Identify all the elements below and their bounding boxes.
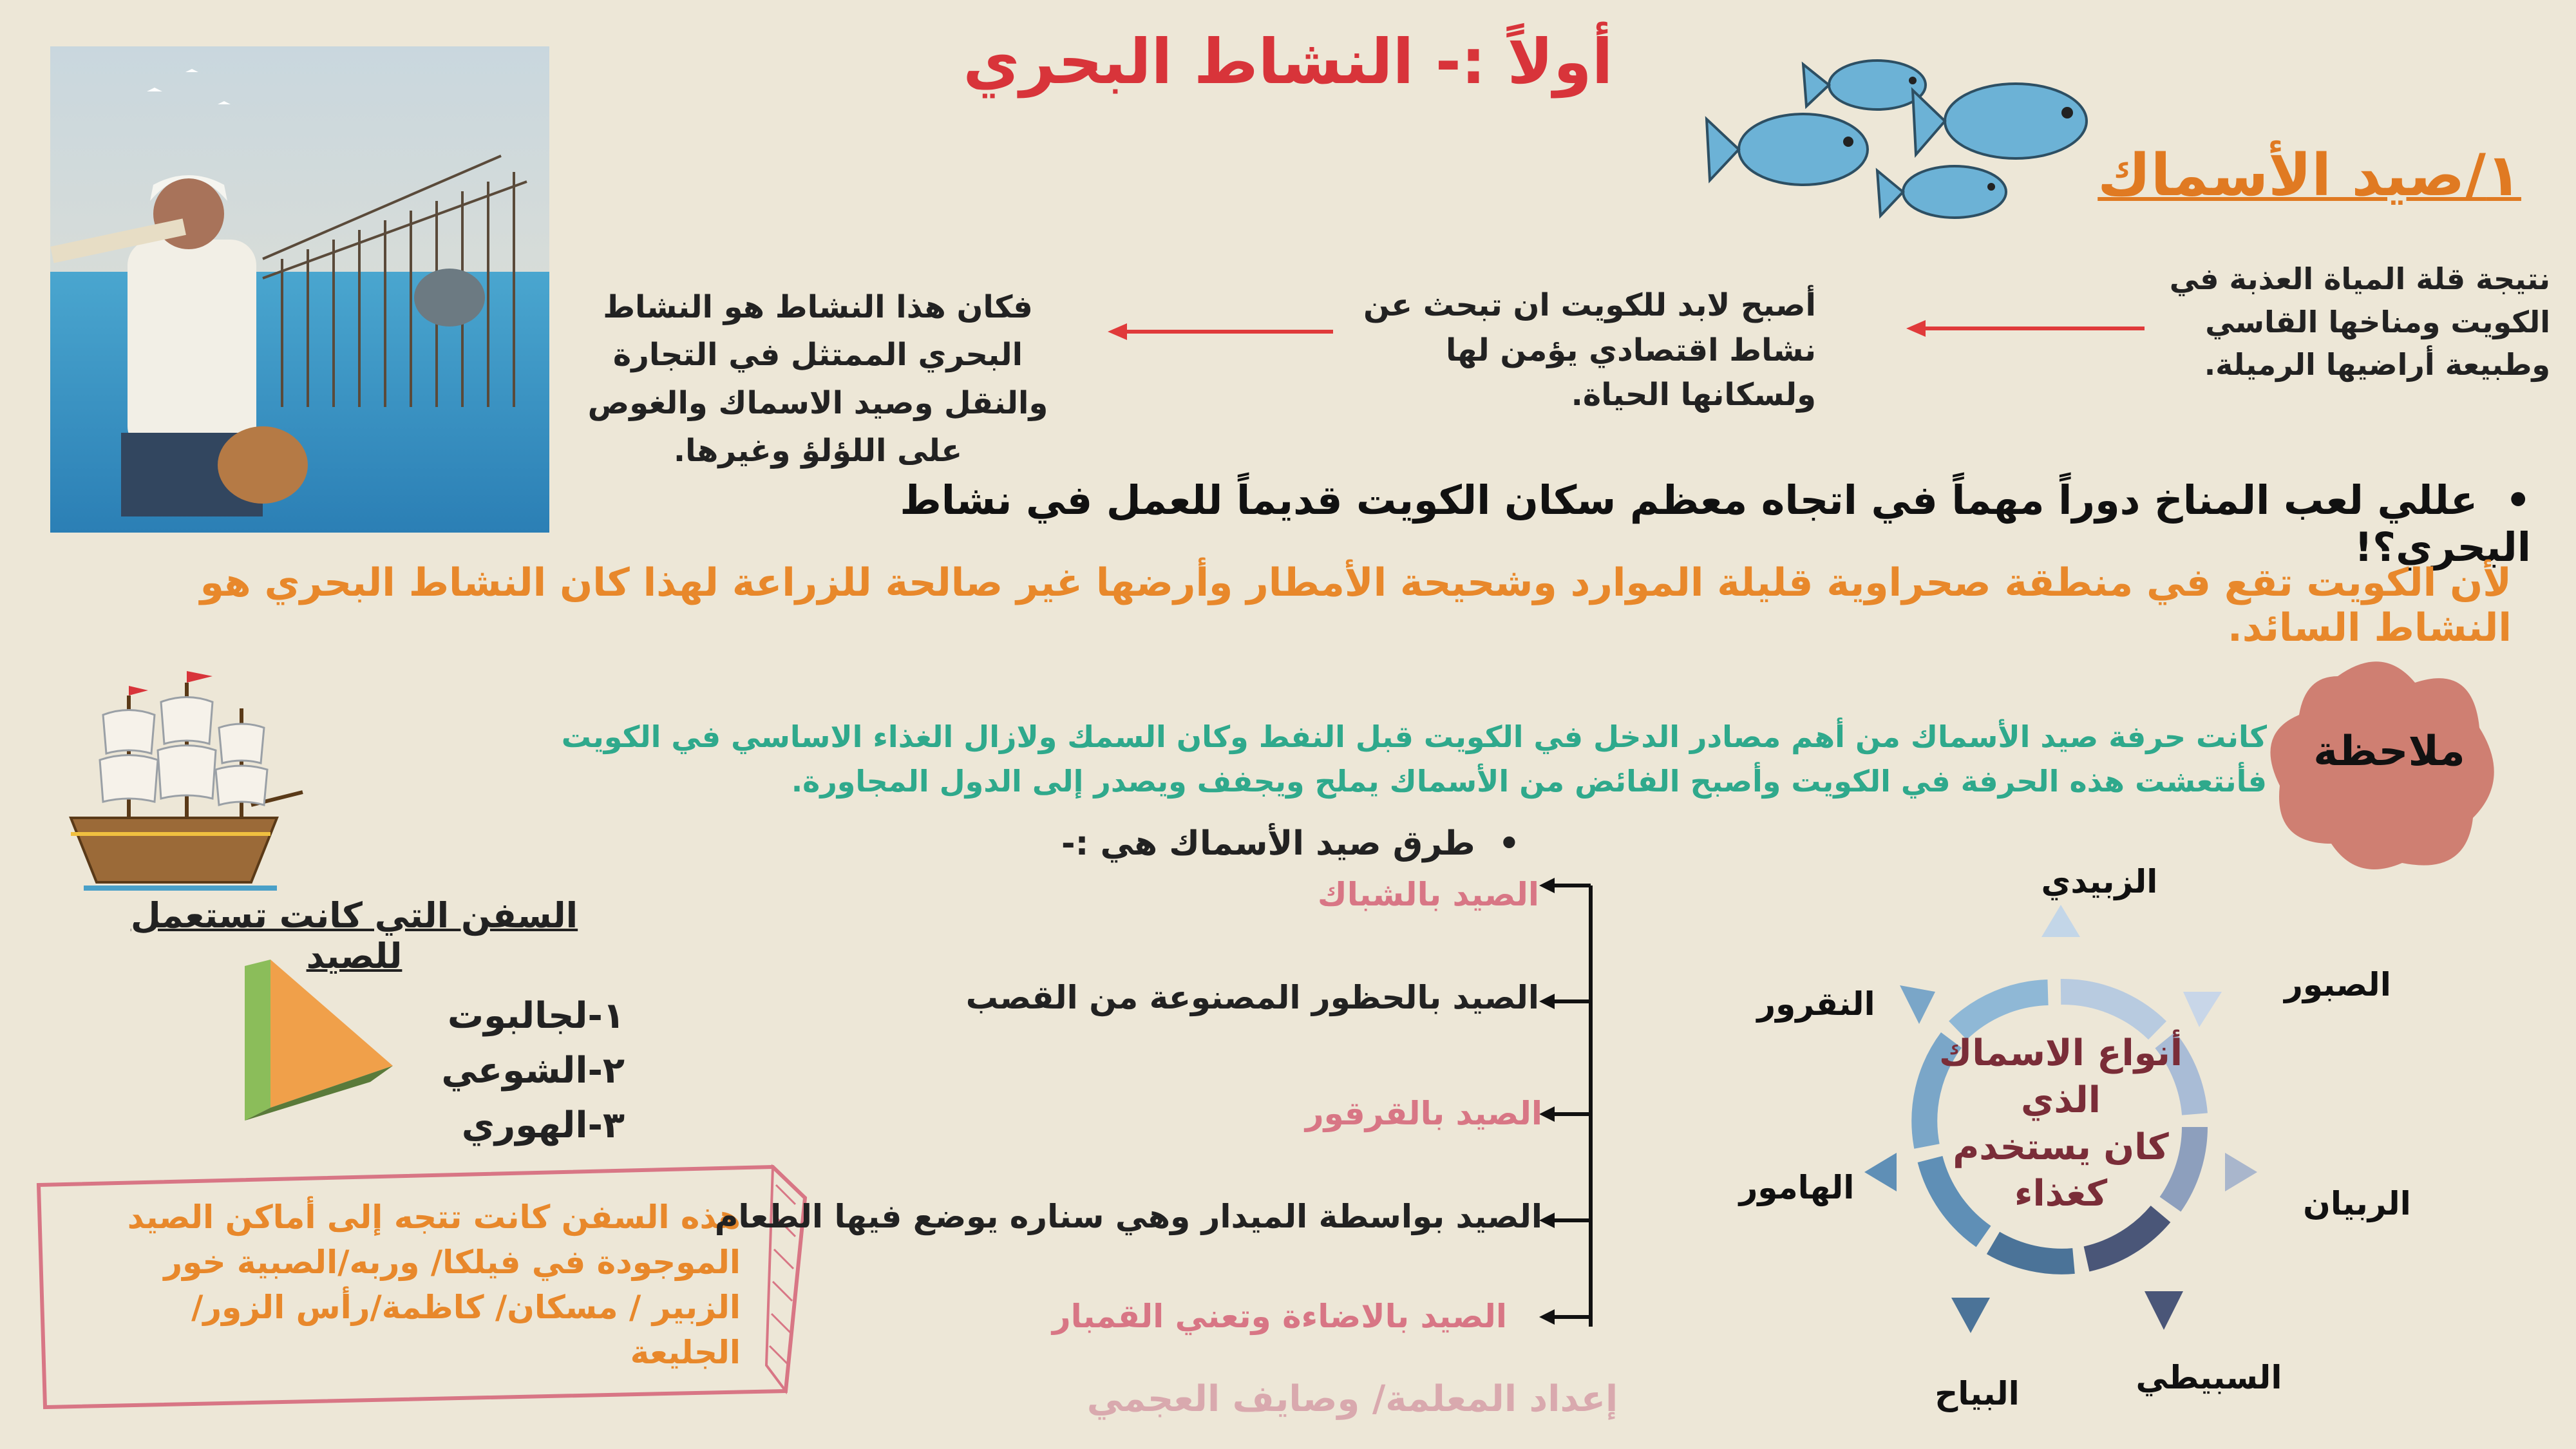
method-item: الصيد بالحظور المصنوعة من القصب: [965, 979, 1539, 1016]
sailing-ship-illustration: [58, 670, 309, 895]
fish-type-label: الهامور: [1739, 1169, 1855, 1206]
ship-item: ١-لجالبوت: [447, 995, 625, 1037]
fish-type-label: الصبور: [2284, 966, 2391, 1003]
method-item: الصيد بالقرقور: [1305, 1095, 1542, 1132]
center-line: أنواع الاسماك: [1938, 1032, 2183, 1074]
ship-item: ٣-الهوري: [461, 1104, 625, 1146]
method-item: الصيد بواسطة الميدار وهي سناره يوضع فيها الطعام: [714, 1198, 1542, 1235]
bullet-icon: •: [2477, 477, 2531, 524]
fish-type-label: الزبيدي: [2041, 863, 2158, 900]
fisherman-painting: [50, 46, 549, 533]
fish-type-label: الربيان: [2303, 1185, 2411, 1222]
cause-text: نتيجة قلة المياة العذبة في الكويت ومناخها القاسي وطبيعة أراضيها الرميلة.: [2169, 261, 2550, 383]
fish-illustration: [1700, 52, 2099, 232]
methods-bracket: [1539, 876, 1597, 1340]
answer-text: لأن الكويت تقع في منطقة صحراوية قليلة الموارد وشحيحة الأمطار وأرضها غير صالحة للزراعة لهذا كان النشاط البحري هو النشاط السائد.: [200, 560, 2512, 650]
method-item: الصيد بالشباك: [1317, 876, 1539, 913]
ships-title: السفن التي كانت تستعمل للصيد: [130, 895, 578, 976]
arrow-cause-result: [1906, 319, 2145, 338]
arrow-result-activity: [1108, 322, 1333, 341]
ship-item: ٢-الشوعي: [441, 1050, 625, 1092]
author-footer: إعداد المعلمة/ وصايف العجمي: [1086, 1378, 1618, 1420]
result-text: أصبح لابد للكويت ان تبحث عن نشاط اقتصادي يؤمن لها ولسكانها الحياة.: [1363, 287, 1816, 413]
question-text: [876, 477, 2531, 571]
note-label: ملاحظة: [2313, 728, 2465, 775]
fish-types-center-label: [1938, 1030, 2183, 1218]
methods-title: [966, 824, 1520, 863]
section-heading-fishing: ١/صيد الأسماك: [2098, 142, 2521, 209]
center-line: كغذاء: [2014, 1173, 2108, 1215]
question-label: عللي لعب المناخ دوراً مهماً في اتجاه معظم سكان الكويت قديماً للعمل في نشاط البحري؟!: [900, 477, 2531, 571]
methods-title-label: طرق صيد الأسماك هي :-: [1061, 824, 1475, 863]
bullet-icon: •: [1475, 824, 1520, 863]
activity-text: فكان هذا النشاط هو النشاط البحري الممتثل في التجارة والنقل وصيد الاسماك والغوص على اللؤلؤ وغيرها.: [587, 289, 1048, 469]
center-line: كان يستخدم: [1953, 1126, 2169, 1168]
page-title: أولاً :- النشاط البحري: [963, 26, 1613, 98]
fish-type-label: البياح: [1935, 1375, 2020, 1412]
fish-type-label: السبيطي: [2136, 1359, 2282, 1396]
places-text: هذه السفن كانت تتجه إلى أماكن الصيد الموجودة في فيلكا/ وربه/الصبية خور الزبير / مسكان/ كاظمة/رأس الزور/ الجليعة: [127, 1198, 741, 1371]
note-text: كانت حرفة صيد الأسماك من أهم مصادر الدخل في الكويت قبل النفط وكان السمك ولازال الغذاء الاساسي في الكويت فأنتعشت هذه الحرفة في الكويت وأصبح الفائض من الأسماك يملح ويجفف ويصدر إلى الدول المجاورة.: [561, 719, 2267, 799]
center-line: الذي: [2021, 1079, 2101, 1121]
fish-type-label: النقرور: [1757, 985, 1875, 1023]
method-item: الصيد بالاضاءة وتعني القمبار: [1052, 1298, 1507, 1335]
